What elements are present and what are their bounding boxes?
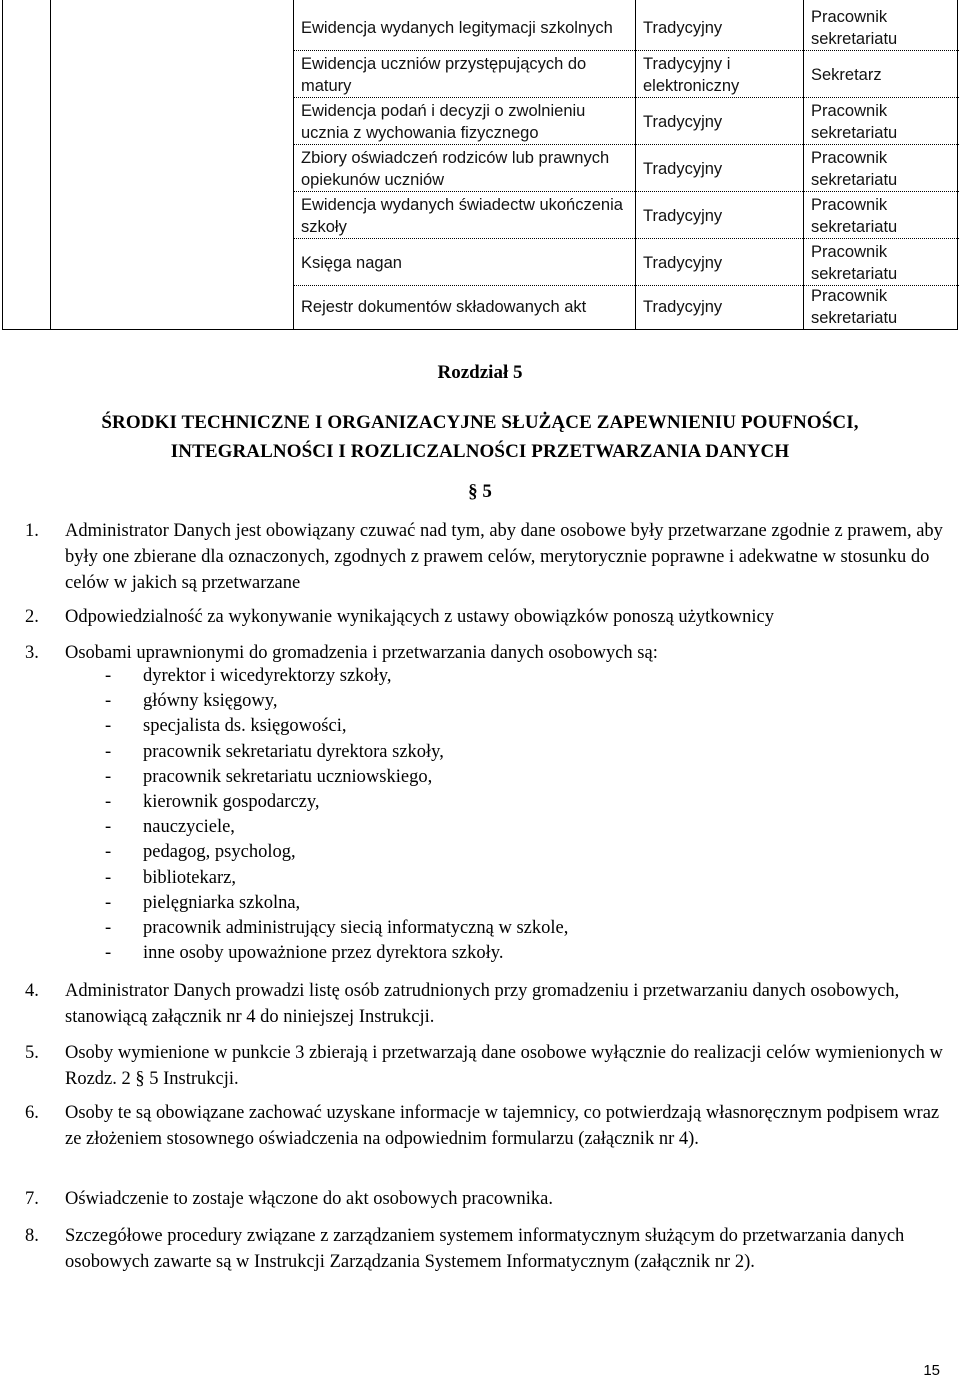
- record-form: Tradycyjny: [643, 159, 723, 178]
- list-dash: -: [105, 867, 112, 888]
- item-text: Szczegółowe procedury związane z zarządzaniem systemem informatycznym służącym do przetwarzania danych osobowych zawarte są w Instrukcji Zarządzania Systemem Informatycznym (załącznik nr 2).: [65, 1226, 905, 1272]
- list-dash: -: [105, 918, 112, 939]
- record-form: Tradycyjny: [643, 112, 723, 131]
- item-text: Administrator Danych prowadzi listę osób zatrudnionych przy gromadzeniu i przetwarzaniu danych osobowych, stanowiącą załącznik nr 4 do niniejszej Instrukcji.: [65, 981, 900, 1027]
- authorized-persons-list: [105, 664, 568, 966]
- records-table: [2, 0, 958, 330]
- list-item: - dyrektor i wicedyrektorzy szkoły,: [105, 664, 568, 689]
- list-dash: -: [105, 817, 112, 838]
- list-dash: -: [105, 766, 112, 787]
- table-row: [3, 4, 957, 51]
- list-item: [25, 518, 945, 596]
- list-item: - inne osoby upoważnione przez dyrektora szkoły.: [105, 941, 568, 966]
- list-item: [25, 604, 945, 630]
- item-number: 8.: [25, 1226, 39, 1246]
- list-item: - pracownik sekretariatu uczniowskiego,: [105, 765, 568, 790]
- table-row: [3, 192, 957, 239]
- item-text: Osoby te są obowiązane zachować uzyskane informacje w tajemnicy, co potwierdzają własnoręcznym podpisem wraz ze złożeniem stosownego oświadczenia na odpowiednim formularzu (załącznik nr 4).: [65, 1103, 940, 1149]
- paragraph-sign: § 5: [468, 481, 492, 502]
- table-row: [3, 51, 957, 98]
- item-number: 3.: [25, 643, 39, 663]
- record-form: Tradycyjny: [643, 18, 723, 37]
- record-name: Zbiory oświadczeń rodziców lub prawnych opiekunów uczniów: [301, 148, 610, 189]
- list-item: - nauczyciele,: [105, 815, 568, 840]
- record-form: Tradycyjny: [643, 206, 723, 225]
- list-dash: -: [105, 943, 112, 964]
- item-text: Oświadczenie to zostaje włączone do akt osobowych pracownika.: [65, 1189, 554, 1209]
- list-item: - pielęgniarka szkolna,: [105, 891, 568, 916]
- list-dash: -: [105, 842, 112, 863]
- list-item: [25, 1040, 945, 1092]
- record-responsible: Pracownik sekretariatu: [811, 148, 898, 189]
- list-item: - pracownik administrujący siecią informatyczną w szkole,: [105, 916, 568, 941]
- list-item: - pracownik sekretariatu dyrektora szkoły,: [105, 740, 568, 765]
- list-dash: -: [105, 666, 112, 686]
- list-item: - bibliotekarz,: [105, 866, 568, 891]
- list-item: [25, 978, 945, 1030]
- item-text: Odpowiedzialność za wykonywanie wynikających z ustawy obowiązków ponoszą użytkownicy: [65, 607, 774, 627]
- list-dash: -: [105, 716, 112, 737]
- list-dash: -: [105, 741, 112, 762]
- record-name: Ewidencja wydanych świadectw ukończenia szkoły: [301, 195, 623, 236]
- table-row: [3, 98, 957, 145]
- page-number: 15: [923, 1362, 940, 1379]
- list-item: [25, 1186, 945, 1212]
- record-name: Księga nagan: [301, 253, 402, 272]
- record-form: Tradycyjny i elektroniczny: [643, 54, 740, 95]
- list-item: - pedagog, psycholog,: [105, 840, 568, 865]
- record-name: Rejestr dokumentów składowanych akt: [301, 298, 587, 316]
- item-text: Osobami uprawnionymi do gromadzenia i przetwarzania danych osobowych są:: [65, 643, 658, 663]
- record-responsible: Pracownik sekretariatu: [811, 287, 898, 327]
- section-heading: ŚRODKI TECHNICZNE I ORGANIZACYJNE SŁUŻĄCE ZAPEWNIENIU POUFNOŚCI, INTEGRALNOŚCI I ROZLICZALNOŚCI PRZETWARZANIA DANYCH: [101, 412, 859, 462]
- item-number: 4.: [25, 981, 39, 1001]
- item-number: 2.: [25, 607, 39, 627]
- list-item: - główny księgowy,: [105, 689, 568, 714]
- item-number: 1.: [25, 521, 39, 541]
- item-text: Administrator Danych jest obowiązany czuwać nad tym, aby dane osobowe były przetwarzane zgodnie z prawem, aby były one zbierane dla oznaczonych, zgodnych z prawem celów, merytorycznie poprawne i adekwatne w stosunku do celów w jakich są przetwarzane: [65, 521, 943, 593]
- list-dash: -: [105, 691, 112, 712]
- list-item: [25, 1100, 945, 1152]
- chapter-title: Rozdział 5: [437, 362, 523, 383]
- record-name: Ewidencja podań i decyzji o zwolnieniu ucznia z wychowania fizycznego: [301, 101, 586, 142]
- table-row: [3, 285, 957, 332]
- list-dash: -: [105, 792, 112, 813]
- list-item: [25, 1223, 945, 1275]
- item-number: 5.: [25, 1043, 39, 1063]
- table-row: [3, 239, 957, 286]
- record-form: Tradycyjny: [643, 298, 723, 316]
- item-number: 7.: [25, 1189, 39, 1209]
- list-item: - specjalista ds. księgowości,: [105, 714, 568, 739]
- item-number: 6.: [25, 1103, 39, 1123]
- list-item: - kierownik gospodarczy,: [105, 790, 568, 815]
- list-dash: -: [105, 892, 112, 913]
- record-responsible: Pracownik sekretariatu: [811, 242, 898, 283]
- record-responsible: Pracownik sekretariatu: [811, 195, 898, 236]
- record-name: Ewidencja uczniów przystępujących do matury: [301, 54, 587, 95]
- record-form: Tradycyjny: [643, 253, 723, 272]
- record-responsible: Sekretarz: [811, 65, 882, 84]
- item-text: Osoby wymienione w punkcie 3 zbierają i przetwarzają dane osobowe wyłącznie do realizacji celów wymienionych w Rozdz. 2 § 5 Instrukcji.: [65, 1043, 943, 1089]
- table-row: [3, 145, 957, 192]
- record-responsible: Pracownik sekretariatu: [811, 7, 898, 48]
- record-name: Ewidencja wydanych legitymacji szkolnych: [301, 18, 613, 37]
- list-item: [25, 640, 945, 666]
- record-responsible: Pracownik sekretariatu: [811, 101, 898, 142]
